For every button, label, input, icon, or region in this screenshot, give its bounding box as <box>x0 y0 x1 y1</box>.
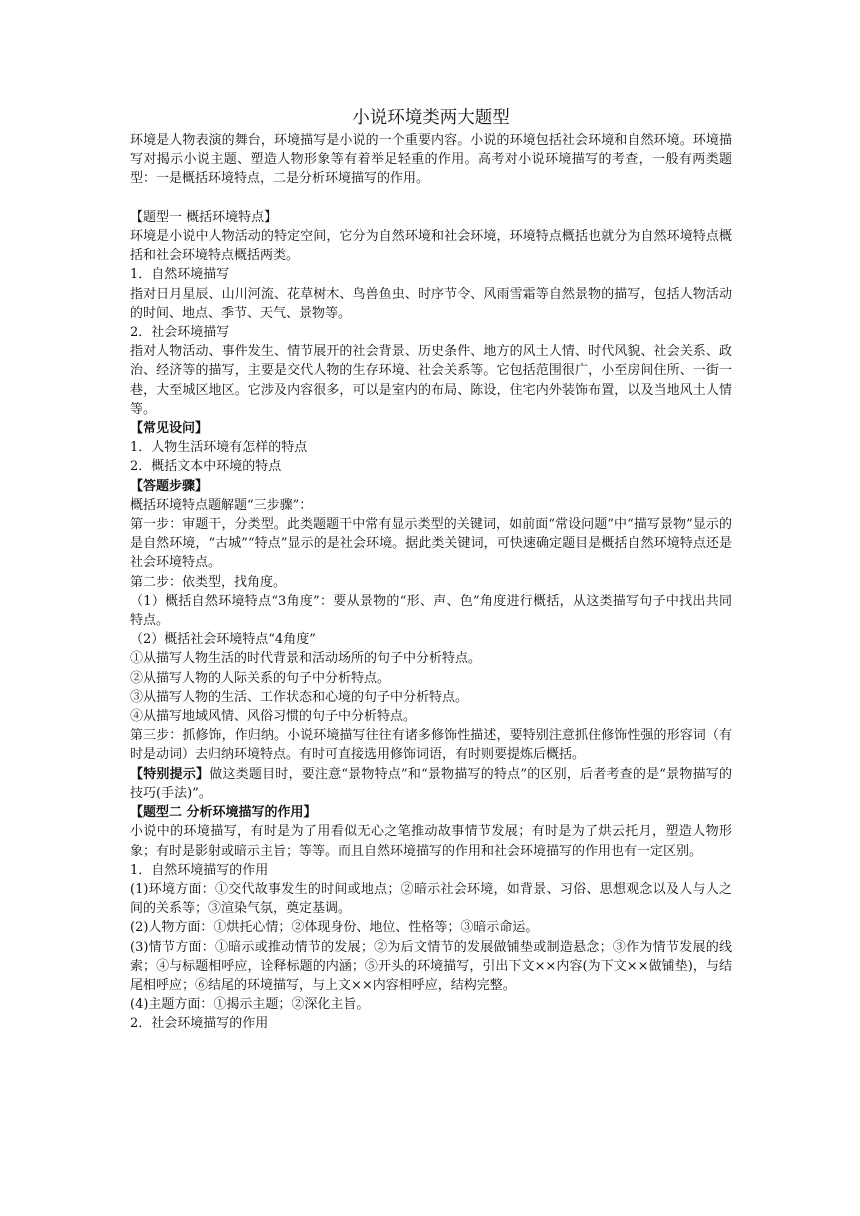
document-body <box>130 108 732 1034</box>
type2-social-title: 2．社会环境描写的作用 <box>130 1016 269 1032</box>
special-tip-label: 【特别提示】 <box>130 766 210 782</box>
step-two-social-item: ③从描写人物的生活、工作状态和心境的句子中分析特点。 <box>130 689 469 705</box>
common-questions-heading: 【常见设问】 <box>130 421 209 437</box>
common-question-item: 2．概括文本中环境的特点 <box>130 459 282 475</box>
step-two: 第二步：依类型，找角度。 <box>130 574 287 590</box>
answer-steps-intro: 概括环境特点题解题“三步骤”： <box>130 497 313 513</box>
document-title: 小说环境类两大题型 <box>352 108 510 128</box>
special-tip-text: 做这类题目时，要注意“景物特点”和“景物描写的特点”的区别，后者考查的是“景物描写的技巧(手法)”。 <box>130 766 732 801</box>
step-two-nature: （1）概括自然环境特点“3角度”：要从景物的“形、声、色”角度进行概括，从这类描写句子中找出共同特点。 <box>130 593 732 629</box>
type2-nature-title: 1．自然环境描写的作用 <box>130 862 269 878</box>
type2-nature-item: (1)环境方面：①交代故事发生的时间或地点；②暗示社会环境，如背景、习俗、思想观念以及人与人之间的关系等；③渲染气氛，奠定基调。 <box>130 881 732 917</box>
type1-social-description: 指对人物活动、事件发生、情节展开的社会背景、历史条件、地方的风土人情、时代风貌、社会关系、政治、经济等的描写，主要是交代人物的生存环境、社会关系等。它包括范围很广，小至房间住所、一街一巷，大至城区地区。它涉及内容很多，可以是室内的布局、陈设，住宅内外装饰布置，以及当地风土人情等。 <box>130 344 732 417</box>
type2-nature-item: (2)人物方面：①烘托心情；②体现身份、地位、性格等；③暗示命运。 <box>130 920 539 936</box>
intro-paragraph: 环境是人物表演的舞台，环境描写是小说的一个重要内容。小说的环境包括社会环境和自然环境。环境描写对揭示小说主题、塑造人物形象等有着举足轻重的作用。高考对小说环境描写的考查，一般有两类题型：一是概括环境特点，二是分析环境描写的作用。 <box>130 133 732 187</box>
common-question-item: 1．人物生活环境有怎样的特点 <box>130 440 308 456</box>
step-two-social-item: ④从描写地域风情、风俗习惯的句子中分析特点。 <box>130 709 417 725</box>
special-tip <box>130 765 732 803</box>
type1-heading: 【题型一 概括环境特点】 <box>130 209 278 225</box>
step-three: 第三步：抓修饰，作归纳。小说环境描写往往有诸多修饰性描述，要特别注意抓住修饰性强的形容词（有时是动词）去归纳环境特点。有时可直接选用修饰词语，有时则要提炼后概括。 <box>130 728 732 763</box>
type2-description: 小说中的环境描写，有时是为了用看似无心之笔推动故事情节发展；有时是为了烘云托月，塑造人物形象；有时是影射或暗示主旨；等等。而且自然环境描写的作用和社会环境描写的作用也有一定区别。 <box>130 824 732 859</box>
type2-nature-item: (3)情节方面：①暗示或推动情节的发展；②为后文情节的发展做铺垫或制造悬念；③作为情节发展的线索；④与标题相呼应，诠释标题的内涵；⑤开头的环境描写，引出下文××内容(为下文××做铺垫)，与结尾相呼应；⑥结尾的环境描写，与上文××内容相呼应，结构完整。 <box>130 939 732 993</box>
blank-line <box>130 189 732 208</box>
type1-description: 环境是小说中人物活动的特定空间，它分为自然环境和社会环境，环境特点概括也就分为自然环境特点概括和社会环境特点概括两类。 <box>130 229 732 264</box>
step-one: 第一步：审题干，分类型。此类题题干中常有显示类型的关键词，如前面“常设问题”中“描写景物”显示的是自然环境，“古城”“特点”显示的是社会环境。据此类关键词，可快速确定题目是概括自然环境特点还是社会环境特点。 <box>130 517 732 571</box>
step-two-social-item: ①从描写人物生活的时代背景和活动场所的句子中分析特点。 <box>130 651 482 667</box>
type1-nature-description: 指对日月星辰、山川河流、花草树木、鸟兽鱼虫、时序节令、风雨雪霜等自然景物的描写，包括人物活动的时间、地点、季节、天气、景物等。 <box>130 286 732 321</box>
step-two-social-item: ②从描写人物的人际关系的句子中分析特点。 <box>130 670 391 686</box>
answer-steps-heading: 【答题步骤】 <box>130 478 209 494</box>
type2-heading: 【题型二 分析环境描写的作用】 <box>130 805 317 821</box>
type2-nature-item: (4)主题方面：①揭示主题；②深化主旨。 <box>130 997 370 1013</box>
type1-nature-title: 1．自然环境描写 <box>130 267 230 283</box>
step-two-social: （2）概括社会环境特点“4角度” <box>130 632 316 648</box>
type1-social-title: 2．社会环境描写 <box>130 325 230 341</box>
